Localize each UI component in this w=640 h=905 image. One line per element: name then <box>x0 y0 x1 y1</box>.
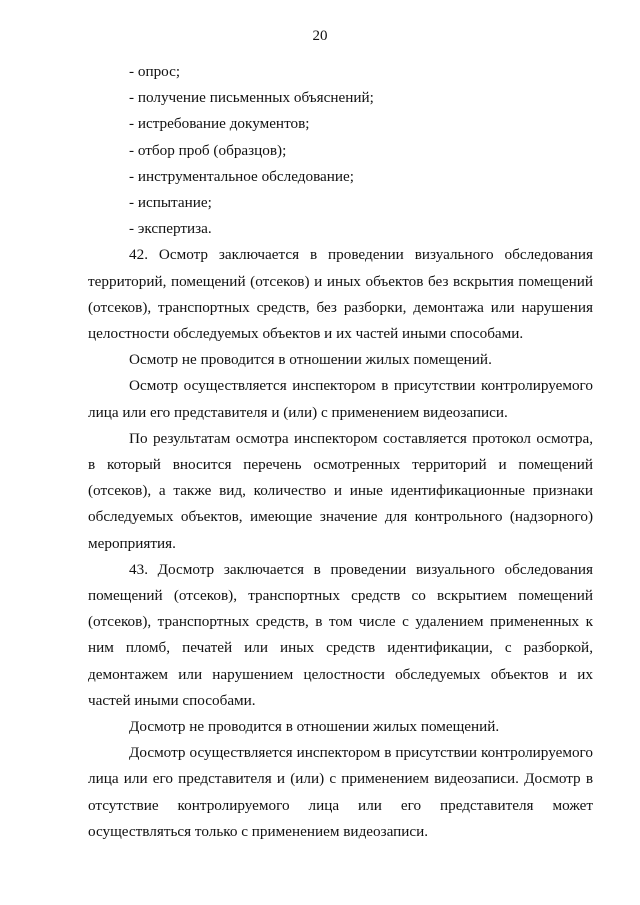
paragraph-search-residential: Досмотр не проводится в отношении жилых помещений. <box>129 718 500 736</box>
list-item: - опрос; <box>129 63 181 80</box>
list-item: - отбор проб (образцов); <box>129 141 287 159</box>
paragraph-42-inspection: 42. Осмотр заключается в проведении визуального обследования территорий, помещений (отсеков) и иных объектов без вскрытия помещений (отсеков), транспортных средств, без разборки, демонтажа или нарушения целостности обследуемых объектов и их частей иными способами. <box>88 246 593 343</box>
paragraph-inspection-residential: Осмотр не проводится в отношении жилых помещений. <box>129 351 492 369</box>
page-number: 20 <box>312 28 328 44</box>
paragraph-inspection-protocol: По результатам осмотра инспектором составляется протокол осмотра, в который вносится перечень осмотренных территорий и помещений (отсеков), а также вид, количество и иные идентификационные признаки обследуемых объектов, имеющие значение для контрольного (надзорного) мероприятия. <box>88 429 593 552</box>
paragraph-43-search: 43. Досмотр заключается в проведении визуального обследования помещений (отсеков), транспортных средств со вскрытием помещений (отсеков), транспортных средств, в том числе с удалением примененных к ним пломб, печатей или иных средств идентификации, с разборкой, демонтажем или нарушением целостности обследуемых объектов и их частей иными способами. <box>88 560 593 709</box>
list-item: - испытание; <box>129 194 212 212</box>
paragraph-inspection-presence: Осмотр осуществляется инспектором в присутствии контролируемого лица или его представителя и (или) с применением видеозаписи. <box>88 377 593 421</box>
list-item: - получение письменных объяснений; <box>129 89 374 107</box>
list-item: - экспертиза. <box>129 220 212 238</box>
list-item: - инструментальное обследование; <box>129 167 355 185</box>
document-body <box>88 59 593 845</box>
paragraph-search-presence: Досмотр осуществляется инспектором в присутствии контролируемого лица или его представителя и (или) с применением видеозаписи. Досмотр в отсутствие контролируемого лица или его представителя может осуществляться только с применением видеозаписи. <box>88 744 593 840</box>
list-item: - истребование документов; <box>129 115 310 133</box>
